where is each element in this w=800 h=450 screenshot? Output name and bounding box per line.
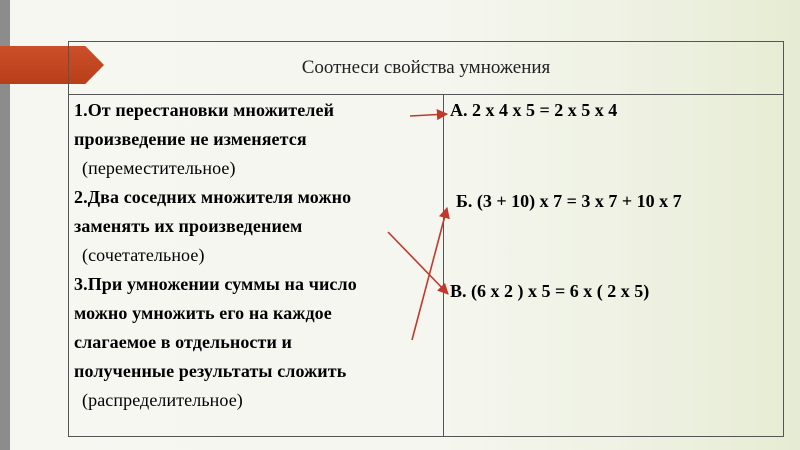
property-3-line-1: 3.При умножении суммы на число (74, 274, 357, 294)
table-header (69, 42, 783, 95)
property-3-line-4: полученные результаты сложить (74, 361, 347, 381)
properties-column (74, 96, 444, 415)
property-3-line-2: можно умножить его на каждое (74, 303, 332, 323)
property-1-line-2: произведение не изменяется (74, 129, 307, 149)
example-c: В. (6 х 2 ) х 5 = 6 х ( 2 х 5) (450, 281, 650, 301)
example-a: А. 2 х 4 х 5 = 2 х 5 х 4 (450, 100, 618, 120)
property-2-name: (сочетательное) (82, 245, 205, 265)
property-2-line-2: заменять их произведением (74, 216, 303, 236)
slide-title: Соотнеси свойства умножения (301, 57, 551, 78)
property-2-line-1: 2.Два соседних множителя можно (74, 187, 352, 207)
property-3-name: (распределительное) (82, 390, 243, 410)
property-3-line-3: слагаемое в отдельности и (74, 332, 293, 352)
example-b: Б. (3 + 10) х 7 = 3 х 7 + 10 х 7 (456, 191, 682, 211)
property-1-line-1: 1.От перестановки множителей (74, 100, 335, 120)
property-1-name: (переместительное) (82, 158, 236, 178)
